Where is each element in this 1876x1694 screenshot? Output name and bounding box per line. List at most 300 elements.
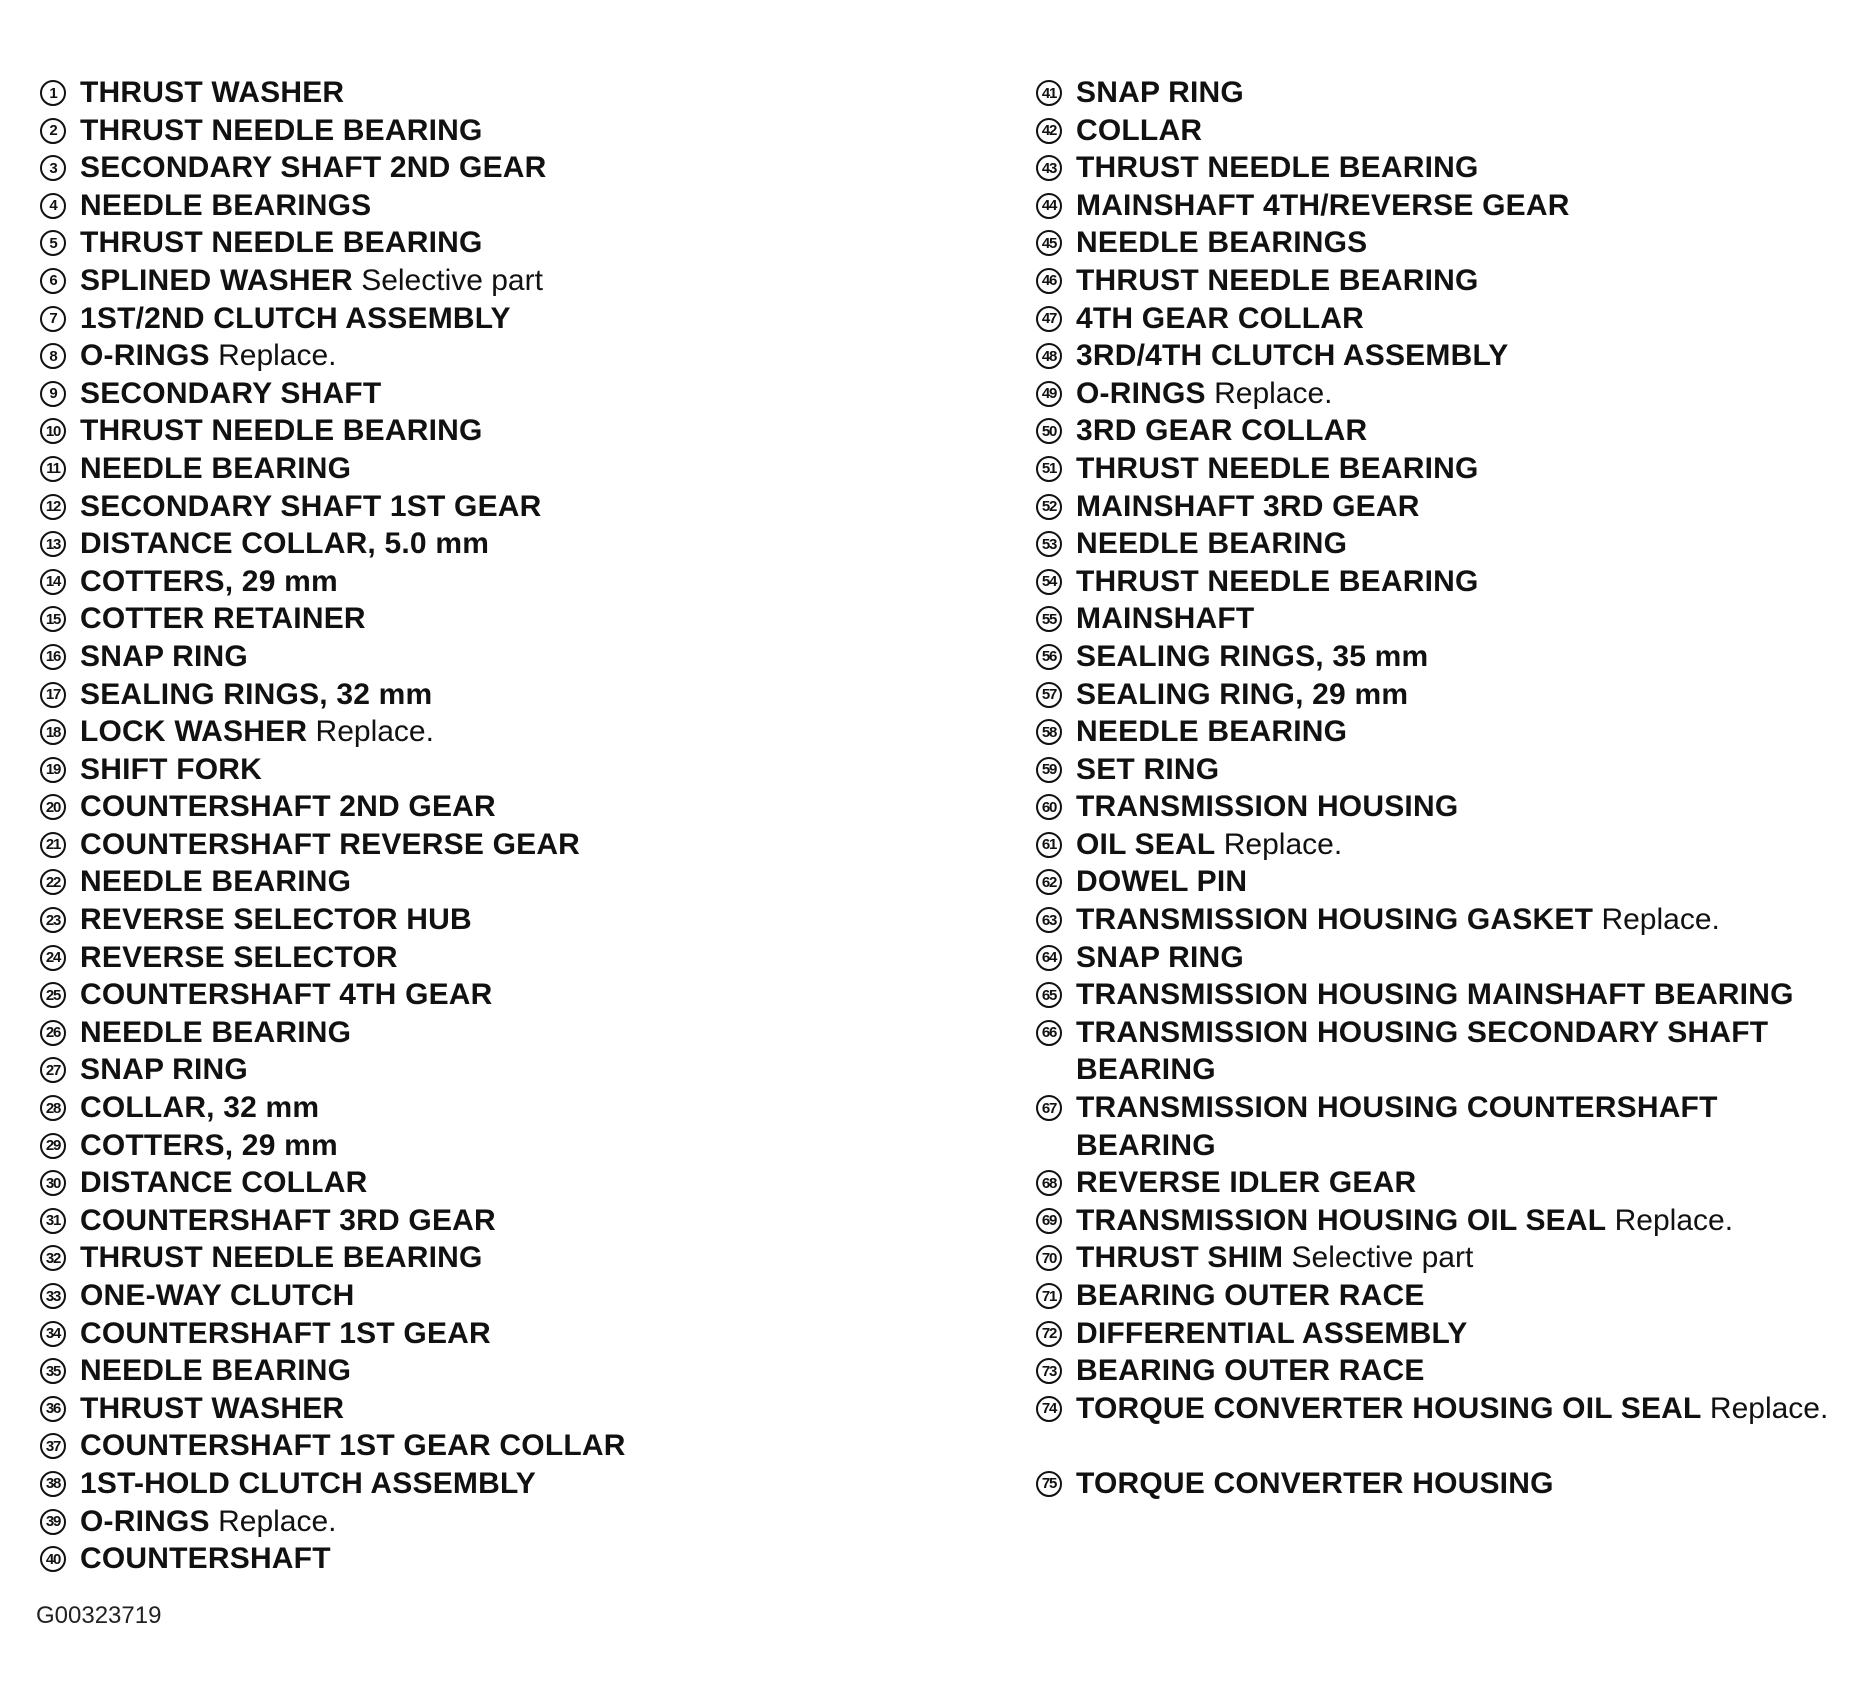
part-name: DISTANCE COLLAR	[80, 1166, 368, 1200]
item-number-badge: 43	[1036, 155, 1062, 181]
part-name: TRANSMISSION HOUSING MAINSHAFT BEARING	[1076, 978, 1794, 1012]
item-number-badge: 28	[40, 1095, 66, 1121]
item-text	[1076, 74, 1244, 112]
item-text	[1076, 300, 1364, 338]
part-name: THRUST NEEDLE BEARING	[80, 1241, 483, 1275]
part-name: TRANSMISSION HOUSING SECONDARY SHAFT BEARING	[1076, 1015, 1769, 1087]
part-name: SNAP RING	[80, 1053, 248, 1087]
legend-item	[40, 412, 1000, 450]
item-text	[80, 149, 547, 187]
item-number-badge: 44	[1036, 193, 1062, 219]
part-name: NEEDLE BEARING	[1076, 715, 1348, 749]
item-number-badge: 17	[40, 682, 66, 708]
part-name: THRUST NEEDLE BEARING	[1076, 151, 1479, 185]
item-text	[1076, 375, 1333, 413]
part-name: COUNTERSHAFT 2ND GEAR	[80, 790, 496, 824]
legend-item	[1036, 1315, 1866, 1353]
legend-item	[1036, 412, 1866, 450]
part-name: NEEDLE BEARING	[80, 1015, 352, 1049]
figure-id: G00323719	[36, 1602, 162, 1629]
item-number-badge: 39	[40, 1509, 66, 1535]
item-number-badge: 14	[40, 569, 66, 595]
legend-item	[1036, 976, 1866, 1014]
legend-item	[1036, 262, 1866, 300]
part-name: COUNTERSHAFT REVERSE GEAR	[80, 827, 581, 861]
item-number-badge: 48	[1036, 343, 1062, 369]
part-name: THRUST WASHER	[80, 1391, 345, 1425]
part-note: Replace.	[1709, 1391, 1829, 1425]
item-number-badge: 65	[1036, 982, 1062, 1008]
item-text	[1076, 1277, 1425, 1315]
item-number-badge: 51	[1036, 456, 1062, 482]
legend-item	[40, 224, 1000, 262]
legend-item	[40, 826, 1000, 864]
item-number-badge: 5	[40, 230, 66, 256]
legend-item	[1036, 1014, 1866, 1089]
item-number-badge: 50	[1036, 418, 1062, 444]
legend-item	[40, 525, 1000, 563]
item-text	[80, 1352, 351, 1390]
item-number-badge: 45	[1036, 230, 1062, 256]
part-name: SECONDARY SHAFT 1ST GEAR	[80, 489, 542, 523]
item-text	[80, 224, 483, 262]
parts-list-right-column	[1036, 74, 1866, 1503]
legend-item	[40, 450, 1000, 488]
item-text	[1076, 1352, 1425, 1390]
legend-item	[40, 1540, 1000, 1578]
part-note: Replace.	[1223, 827, 1343, 861]
item-text	[80, 976, 493, 1014]
part-name: SNAP RING	[1076, 76, 1244, 109]
legend-item	[40, 1202, 1000, 1240]
item-number-badge: 49	[1036, 381, 1062, 407]
legend-item	[40, 1352, 1000, 1390]
item-number-badge: 19	[40, 757, 66, 783]
part-name: COUNTERSHAFT	[80, 1542, 331, 1576]
part-note: Selective part	[1291, 1241, 1474, 1275]
legend-item	[1036, 1164, 1866, 1202]
part-name: COUNTERSHAFT 1ST GEAR COLLAR	[80, 1429, 626, 1463]
item-number-badge: 60	[1036, 794, 1062, 820]
legend-item	[1036, 74, 1866, 112]
item-number-badge: 36	[40, 1396, 66, 1422]
legend-item	[1036, 939, 1866, 977]
legend-item	[40, 788, 1000, 826]
item-number-badge: 34	[40, 1321, 66, 1347]
item-number-badge: 15	[40, 606, 66, 632]
part-name: SEALING RINGS, 32 mm	[80, 677, 433, 711]
part-name: 3RD GEAR COLLAR	[1076, 414, 1368, 448]
legend-item	[40, 1239, 1000, 1277]
item-number-badge: 27	[40, 1057, 66, 1083]
legend-item	[40, 300, 1000, 338]
item-text	[1076, 187, 1570, 225]
item-number-badge: 38	[40, 1471, 66, 1497]
part-note: Selective part	[361, 263, 543, 297]
part-name: 1ST-HOLD CLUTCH ASSEMBLY	[80, 1466, 536, 1500]
item-text	[1076, 1239, 1473, 1277]
part-name: THRUST NEEDLE BEARING	[80, 113, 483, 147]
legend-item	[40, 751, 1000, 789]
legend-item	[40, 375, 1000, 413]
item-number-badge: 25	[40, 982, 66, 1008]
item-text	[1076, 563, 1479, 601]
parts-list-left-column	[40, 74, 1000, 1578]
item-text	[1076, 1202, 1733, 1240]
item-number-badge: 12	[40, 494, 66, 520]
part-name: NEEDLE BEARING	[80, 865, 352, 899]
item-text	[80, 1239, 483, 1277]
item-text	[1076, 826, 1342, 864]
legend-item	[40, 1315, 1000, 1353]
legend-item	[40, 262, 1000, 300]
item-number-badge: 35	[40, 1358, 66, 1384]
part-name: REVERSE SELECTOR HUB	[80, 903, 472, 937]
item-text	[80, 1164, 367, 1202]
item-text	[80, 563, 338, 601]
item-number-badge: 40	[40, 1546, 66, 1572]
item-text	[1076, 525, 1347, 563]
legend-item	[40, 187, 1000, 225]
item-text	[1076, 488, 1420, 526]
item-number-badge: 75	[1036, 1471, 1062, 1497]
legend-item	[40, 337, 1000, 375]
legend-item	[1036, 788, 1866, 826]
item-text	[1076, 1164, 1416, 1202]
legend-item	[1036, 563, 1866, 601]
item-number-badge: 23	[40, 907, 66, 933]
item-number-badge: 22	[40, 869, 66, 895]
legend-item	[1036, 525, 1866, 563]
legend-item	[40, 863, 1000, 901]
item-number-badge: 73	[1036, 1358, 1062, 1384]
part-name: MAINSHAFT	[1076, 602, 1255, 636]
item-text	[80, 1465, 536, 1503]
item-number-badge: 3	[40, 155, 66, 181]
part-name: TORQUE CONVERTER HOUSING	[1076, 1466, 1554, 1500]
part-name: NEEDLE BEARING	[1076, 527, 1348, 561]
item-text	[80, 1540, 331, 1578]
item-text	[1076, 224, 1367, 262]
item-text	[1076, 863, 1247, 901]
item-text	[80, 676, 432, 714]
legend-item	[40, 563, 1000, 601]
item-number-badge: 7	[40, 306, 66, 332]
item-text	[1076, 1089, 1846, 1164]
item-number-badge: 31	[40, 1208, 66, 1234]
item-text	[1076, 112, 1202, 150]
item-number-badge: 69	[1036, 1208, 1062, 1234]
item-text	[1076, 450, 1479, 488]
part-name: MAINSHAFT 4TH/REVERSE GEAR	[1076, 188, 1570, 222]
part-name: THRUST NEEDLE BEARING	[1076, 564, 1479, 598]
legend-item	[1036, 1239, 1866, 1277]
part-name: THRUST SHIM	[1076, 1241, 1284, 1275]
item-number-badge: 62	[1036, 869, 1062, 895]
item-number-badge: 67	[1036, 1095, 1062, 1121]
item-number-badge: 59	[1036, 757, 1062, 783]
legend-item	[1036, 450, 1866, 488]
part-note: Replace.	[1614, 1203, 1734, 1237]
part-name: MAINSHAFT 3RD GEAR	[1076, 489, 1420, 523]
item-number-badge: 55	[1036, 606, 1062, 632]
part-name: BEARING OUTER RACE	[1076, 1354, 1425, 1388]
item-number-badge: 74	[1036, 1396, 1062, 1422]
part-name: SECONDARY SHAFT	[80, 376, 382, 410]
item-text	[80, 901, 472, 939]
item-text	[1076, 337, 1508, 375]
legend-item	[40, 676, 1000, 714]
legend-item	[1036, 112, 1866, 150]
part-note: Replace.	[218, 1504, 337, 1538]
legend-item	[40, 1014, 1000, 1052]
part-name: COTTERS, 29 mm	[80, 1128, 338, 1162]
item-number-badge: 11	[40, 456, 66, 482]
part-name: DOWEL PIN	[1076, 865, 1248, 899]
part-name: TRANSMISSION HOUSING	[1076, 790, 1459, 824]
item-text	[1076, 676, 1408, 714]
legend-item	[1036, 901, 1866, 939]
item-number-badge: 32	[40, 1245, 66, 1271]
part-name: THRUST WASHER	[80, 76, 345, 109]
legend-item	[1036, 1089, 1866, 1164]
item-number-badge: 18	[40, 719, 66, 745]
item-number-badge: 72	[1036, 1321, 1062, 1347]
part-name: O-RINGS	[80, 339, 210, 373]
legend-item	[40, 638, 1000, 676]
item-number-badge: 21	[40, 832, 66, 858]
item-text	[80, 262, 543, 300]
part-note: Replace.	[1214, 376, 1333, 410]
part-name: SEALING RINGS, 35 mm	[1076, 639, 1429, 673]
legend-item	[1036, 1352, 1866, 1390]
legend-item	[40, 939, 1000, 977]
part-name: DISTANCE COLLAR, 5.0 mm	[80, 527, 490, 561]
item-number-badge: 41	[1036, 80, 1062, 106]
part-name: TRANSMISSION HOUSING COUNTERSHAFT BEARING	[1076, 1091, 1718, 1162]
legend-item	[1036, 863, 1866, 901]
item-text	[80, 1427, 626, 1465]
item-number-badge: 10	[40, 418, 66, 444]
part-name: LOCK WASHER	[80, 715, 308, 749]
item-number-badge: 42	[1036, 118, 1062, 144]
item-number-badge: 1	[40, 80, 66, 106]
item-number-badge: 9	[40, 381, 66, 407]
item-text	[80, 375, 381, 413]
item-text	[80, 1089, 319, 1127]
part-name: SPLINED WASHER	[80, 263, 353, 297]
item-number-badge: 56	[1036, 644, 1062, 670]
item-number-badge: 66	[1036, 1020, 1062, 1046]
legend-item	[40, 1164, 1000, 1202]
legend-item	[1036, 1390, 1866, 1465]
part-name: REVERSE SELECTOR	[80, 940, 398, 974]
item-text	[80, 751, 262, 789]
item-text	[1076, 1014, 1846, 1089]
item-text	[80, 600, 366, 638]
part-name: 1ST/2ND CLUTCH ASSEMBLY	[80, 301, 511, 335]
legend-item	[1036, 600, 1866, 638]
part-name: TORQUE CONVERTER HOUSING OIL SEAL	[1076, 1391, 1702, 1425]
item-text	[80, 1277, 355, 1315]
legend-item	[1036, 149, 1866, 187]
item-number-badge: 2	[40, 118, 66, 144]
legend-item	[40, 74, 1000, 112]
part-name: SNAP RING	[1076, 940, 1244, 974]
item-number-badge: 58	[1036, 719, 1062, 745]
legend-item	[40, 713, 1000, 751]
item-text	[80, 74, 344, 112]
legend-item	[1036, 488, 1866, 526]
item-text	[1076, 713, 1347, 751]
item-number-badge: 29	[40, 1133, 66, 1159]
item-text	[80, 713, 434, 751]
item-number-badge: 20	[40, 794, 66, 820]
legend-item	[1036, 826, 1866, 864]
item-number-badge: 8	[40, 343, 66, 369]
item-number-badge: 46	[1036, 268, 1062, 294]
legend-item	[1036, 337, 1866, 375]
legend-item	[40, 488, 1000, 526]
item-text	[80, 1014, 351, 1052]
part-name: O-RINGS	[80, 1504, 210, 1538]
item-number-badge: 53	[1036, 531, 1062, 557]
item-number-badge: 30	[40, 1170, 66, 1196]
part-note: Replace.	[315, 715, 434, 749]
legend-item	[40, 1051, 1000, 1089]
item-text	[1076, 1465, 1554, 1503]
item-text	[80, 412, 483, 450]
item-text	[80, 1202, 496, 1240]
legend-item	[1036, 1202, 1866, 1240]
legend-item	[1036, 375, 1866, 413]
legend-item	[40, 1089, 1000, 1127]
legend-item	[40, 149, 1000, 187]
item-text	[1076, 1315, 1467, 1353]
part-name: 3RD/4TH CLUTCH ASSEMBLY	[1076, 339, 1509, 373]
legend-item	[40, 112, 1000, 150]
part-name: THRUST NEEDLE BEARING	[80, 414, 483, 448]
part-name: COTTERS, 29 mm	[80, 564, 338, 598]
item-text	[1076, 788, 1458, 826]
part-name: NEEDLE BEARINGS	[1076, 226, 1368, 260]
legend-item	[1036, 638, 1866, 676]
part-name: SEALING RING, 29 mm	[1076, 677, 1409, 711]
item-number-badge: 70	[1036, 1245, 1062, 1271]
item-number-badge: 37	[40, 1433, 66, 1459]
legend-item	[1036, 187, 1866, 225]
item-text	[1076, 638, 1428, 676]
legend-item	[40, 901, 1000, 939]
item-text	[80, 300, 511, 338]
item-text	[80, 1051, 248, 1089]
item-text	[1076, 262, 1479, 300]
item-number-badge: 26	[40, 1020, 66, 1046]
item-number-badge: 71	[1036, 1283, 1062, 1309]
item-text	[80, 638, 248, 676]
part-name: NEEDLE BEARINGS	[80, 188, 372, 222]
item-text	[80, 450, 351, 488]
part-name: COLLAR, 32 mm	[80, 1091, 320, 1125]
item-text	[80, 826, 580, 864]
item-text	[80, 1390, 344, 1428]
item-number-badge: 57	[1036, 682, 1062, 708]
part-name: COTTER RETAINER	[80, 602, 366, 636]
part-name: THRUST NEEDLE BEARING	[80, 226, 483, 260]
item-text	[80, 788, 496, 826]
legend-item	[40, 1390, 1000, 1428]
legend-item	[1036, 676, 1866, 714]
item-text	[1076, 901, 1720, 939]
part-name: NEEDLE BEARING	[80, 451, 352, 485]
part-name: SECONDARY SHAFT 2ND GEAR	[80, 151, 547, 185]
item-number-badge: 63	[1036, 907, 1062, 933]
item-number-badge: 61	[1036, 832, 1062, 858]
part-name: DIFFERENTIAL ASSEMBLY	[1076, 1316, 1468, 1350]
item-text	[1076, 149, 1479, 187]
item-text	[1076, 751, 1219, 789]
part-name: COLLAR	[1076, 113, 1203, 147]
part-name: COUNTERSHAFT 4TH GEAR	[80, 978, 493, 1012]
item-text	[80, 112, 483, 150]
legend-item	[40, 1465, 1000, 1503]
part-name: ONE-WAY CLUTCH	[80, 1279, 355, 1312]
part-note: Replace.	[1601, 903, 1720, 937]
item-text	[80, 488, 542, 526]
part-note: Replace.	[218, 339, 337, 373]
item-number-badge: 64	[1036, 945, 1062, 971]
part-name: 4TH GEAR COLLAR	[1076, 301, 1364, 335]
item-text	[1076, 412, 1367, 450]
legend-item	[40, 1503, 1000, 1541]
part-name: NEEDLE BEARING	[80, 1354, 352, 1388]
item-text	[1076, 600, 1254, 638]
part-name: THRUST NEEDLE BEARING	[1076, 451, 1479, 485]
item-text	[80, 1127, 338, 1165]
item-text	[80, 1315, 491, 1353]
part-name: O-RINGS	[1076, 376, 1206, 410]
item-text	[80, 187, 371, 225]
legend-item	[1036, 224, 1866, 262]
legend-item	[1036, 1465, 1866, 1503]
item-number-badge: 4	[40, 193, 66, 219]
item-number-badge: 33	[40, 1283, 66, 1309]
item-number-badge: 13	[40, 531, 66, 557]
part-name: THRUST NEEDLE BEARING	[1076, 263, 1479, 297]
item-number-badge: 47	[1036, 306, 1062, 332]
item-text	[80, 525, 489, 563]
item-text	[80, 337, 337, 375]
part-name: SET RING	[1076, 752, 1220, 786]
part-name: COUNTERSHAFT 1ST GEAR	[80, 1316, 491, 1350]
legend-item	[1036, 1277, 1866, 1315]
item-text	[80, 863, 351, 901]
item-text	[1076, 939, 1244, 977]
part-name: REVERSE IDLER GEAR	[1076, 1166, 1417, 1200]
part-name: TRANSMISSION HOUSING OIL SEAL	[1076, 1203, 1607, 1237]
item-text	[1076, 976, 1794, 1014]
part-name: OIL SEAL	[1076, 827, 1216, 861]
item-number-badge: 6	[40, 268, 66, 294]
legend-item	[40, 1277, 1000, 1315]
item-number-badge: 68	[1036, 1170, 1062, 1196]
part-name: COUNTERSHAFT 3RD GEAR	[80, 1203, 496, 1237]
legend-item	[40, 1427, 1000, 1465]
part-name: SHIFT FORK	[80, 752, 262, 786]
item-number-badge: 24	[40, 945, 66, 971]
part-name: TRANSMISSION HOUSING GASKET	[1076, 903, 1594, 937]
legend-item	[40, 600, 1000, 638]
